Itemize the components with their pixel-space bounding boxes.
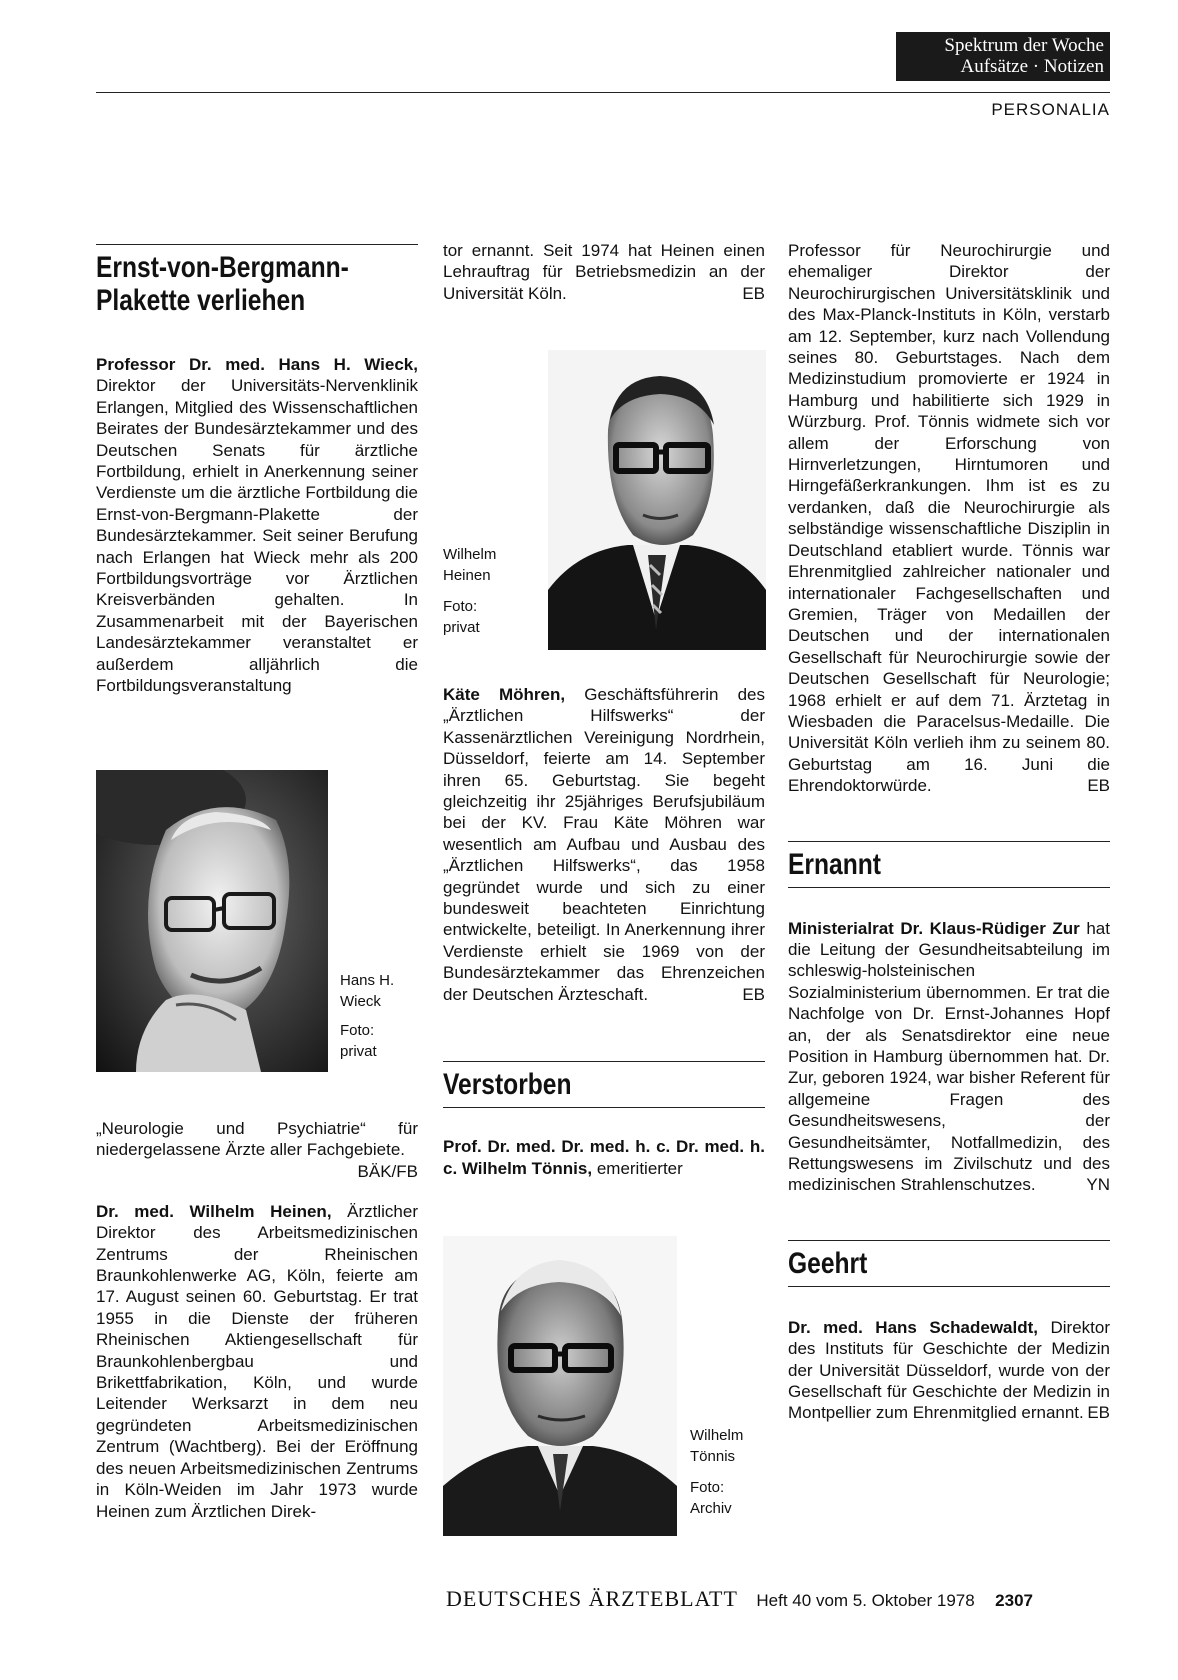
- article-body: Geschäftsführerin des „Ärztlichen Hilfswerks“ der Kassenärztlichen Vereinigung Nordrhein, Düsseldorf, feierte am 14. September ihren 65. Geburtstag. Sie begeht gleichzeitig ihr 25jähriges Berufsjubiläum bei der KV. Frau Käte Möhren war wesentlich am Aufbau und Ausbau des „Ärztlichen Hilfswerks“, das 1958 gegründet wurde und sich zu einer bundesweit beachteten Einrichtung entwickelte, beteiligt. In Anerkennung ihrer Verdienste erhielt sie 1969 von der Bundesärztekammer das Ehrenzeichen der Deutschen Ärzteschaft.: [443, 685, 765, 1004]
- caption-name: Hans H. Wieck: [340, 972, 395, 1010]
- headline-underline: [788, 1286, 1110, 1287]
- portrait-photo: [548, 350, 766, 650]
- caption-credit: Foto: privat: [443, 598, 480, 636]
- headline-verstorben: Verstorben: [443, 1068, 572, 1102]
- portrait-photo: [96, 770, 328, 1072]
- article-signature: EB: [742, 984, 765, 1004]
- section-label: PERSONALIA: [991, 100, 1110, 119]
- headline-line: Plakette verliehen: [96, 284, 306, 317]
- column-3: [788, 240, 1110, 1424]
- headline-rule: [788, 841, 1110, 842]
- article-bergmann-cont: [96, 1118, 418, 1181]
- footer-journal: DEUTSCHES ÄRZTEBLATT: [446, 1586, 738, 1611]
- headline-geehrt: Geehrt: [788, 1246, 868, 1280]
- article-body: emeritierter: [596, 1158, 683, 1178]
- article-signature: BÄK/FB: [357, 1161, 418, 1181]
- article-lead: Dr. med. Wilhelm Heinen,: [96, 1201, 332, 1221]
- headline-rule: [96, 244, 418, 245]
- article-body: Ärztlicher Direktor des Arbeitsmedizinischen Zentrums der Rheinischen Braunkohlenwerke AG, Köln, feierte am 17. August seinen 60. Geburtstag. Er trat 1955 in die Dienste der früheren Rheinischen Aktiengesellschaft für Braunkohlenbergbau und Brikettfabrikation, Köln, und wurde Leitender Werksarzt in dem neu gegründeten Arbeitsmedizinischen Zentrum (Wachtberg). Bei der Eröffnung des neuen Arbeitsmedizinischen Zentrums in Köln-Weiden im Jahr 1973 wurde Heinen zum Ärztlichen Direk-: [96, 1201, 418, 1521]
- article-lead: Ministerialrat Dr. Klaus-Rüdiger Zur: [788, 918, 1080, 938]
- photo-heinen: [548, 350, 766, 650]
- article-signature: EB: [1087, 1403, 1110, 1423]
- caption-heinen: [443, 544, 513, 638]
- caption-name: Wilhelm Tönnis: [690, 1427, 744, 1465]
- article-body: „Neurologie und Psychiatrie“ für niedergelassene Ärzte aller Fachgebiete.: [96, 1119, 418, 1160]
- footer-issue: Heft 40 vom 5. Oktober 1978: [756, 1591, 975, 1610]
- article-bergmann: [96, 354, 418, 697]
- photo-toennis: [443, 1236, 677, 1536]
- article-signature: EB: [1087, 776, 1110, 796]
- caption-name: Wilhelm Heinen: [443, 546, 497, 584]
- column-1-cont: [96, 1118, 418, 1522]
- column-2-cont: [443, 684, 765, 1179]
- article-signature: YN: [1086, 1175, 1110, 1195]
- article-geehrt: [788, 1317, 1110, 1424]
- photo-wieck: [96, 770, 328, 1072]
- headline-underline: [443, 1107, 765, 1108]
- article-lead: Prof. Dr. med. Dr. med. h. c. Dr. med. h. c. Wilhelm Tönnis,: [443, 1137, 765, 1178]
- badge-line-2: Aufsätze · Notizen: [960, 56, 1104, 77]
- section-badge: [896, 32, 1110, 81]
- headline-line: Ernst-von-Bergmann-: [96, 251, 349, 284]
- article-heinen: [96, 1201, 418, 1522]
- headline-rule: [788, 1240, 1110, 1241]
- caption-wieck: [340, 970, 410, 1062]
- badge-line-1: Spektrum der Woche: [944, 35, 1104, 56]
- headline-bergmann: [96, 251, 360, 317]
- header-rule: [96, 92, 1110, 93]
- article-body: Direktor des Instituts für Geschichte der Medizin der Universität Düsseldorf, wurde von der Gesellschaft für Geschichte der Medizin in Montpellier zum Ehrenmitglied ernannt.: [788, 1317, 1110, 1423]
- article-lead: Käte Möhren,: [443, 685, 566, 704]
- caption-toennis: [690, 1425, 760, 1519]
- footer-page-number: 2307: [995, 1591, 1033, 1610]
- article-ernannt: [788, 918, 1110, 1196]
- article-body: tor ernannt. Seit 1974 hat Heinen einen Lehrauftrag für Betriebsmedizin an der Universität Köln.: [443, 241, 765, 303]
- article-verstorben-cont: [788, 240, 1110, 797]
- article-body: Professor für Neurochirurgie und ehemaliger Direktor der Neurochirurgischen Universitätsklinik und des Max-Planck-Instituts in Köln, verstarb am 12. September, kurz nach Vollendung seines 80. Geburtstages. Nach dem Medizinstudium promovierte er 1924 in Hamburg und habilitierte sich 1929 in Würzburg. Prof. Tönnis widmete sich vor allem der Erforschung von Hirnverletzungen, Hirntumoren und Hirngefäßerkrankungen. Ihm ist es zu verdanken, daß die Neurochirurgie als selbständige wissenschaftliche Disziplin in Deutschland etabliert wurde. Tönnis war Ehrenmitglied zahlreicher nationaler und internationaler Fachgesellschaften und Gremien, Träger von Medaillen der Deutschen und der internationalen Gesellschaft für Neurochirurgie sowie der Deutschen Gesellschaft für Neurologie; 1968 erhielt er auf dem 71. Ärztetag in Wiesbaden die Paracelsus-Medaille. Die Universität Köln verlieh ihm zu seinem 80. Geburtstag am 16. Juni die Ehrendoktorwürde.: [788, 241, 1110, 796]
- page-footer: [446, 1586, 1033, 1612]
- article-heinen-cont: [443, 240, 765, 304]
- article-lead: Dr. med. Hans Schadewaldt,: [788, 1317, 1038, 1337]
- caption-credit: Foto: privat: [340, 1022, 377, 1060]
- column-2: [443, 240, 765, 304]
- article-lead: Professor Dr. med. Hans H. Wieck,: [96, 355, 418, 374]
- article-verstorben: [443, 1136, 765, 1179]
- column-1: [96, 244, 418, 697]
- headline-ernannt: Ernannt: [788, 847, 881, 881]
- headline-underline: [788, 887, 1110, 888]
- article-signature: EB: [742, 283, 765, 303]
- article-moehren: [443, 684, 765, 1005]
- article-body: Direktor der Universitäts-Nervenklinik Erlangen, Mitglied des Wissenschaftlichen Beirates der Bundesärztekammer und des Deutschen Senats für ärztliche Fortbildung, erhielt in Anerkennung seiner Verdienste um die ärztliche Fortbildung die Ernst-von-Bergmann-Plakette der Bundesärztekammer. Seit seiner Berufung nach Erlangen hat Wieck mehr als 200 Fortbildungsvorträge vor Ärztlichen Kreisverbänden gehalten. In Zusammenarbeit mit der Bayerischen Landesärztekammer veranstaltet er außerdem alljährlich die Fortbildungsveranstaltung: [96, 376, 418, 696]
- portrait-photo: [443, 1236, 677, 1536]
- headline-rule: [443, 1061, 765, 1062]
- caption-credit: Foto: Archiv: [690, 1479, 732, 1517]
- article-body: hat die Leitung der Gesundheitsabteilung im schleswig-holsteinischen Sozialministerium übernommen. Er trat die Nachfolge von Dr. Ernst-Johannes Hopf an, der als Senatsdirektor eine neue Position in Hamburg übernommen hat. Dr. Zur, geboren 1924, war bisher Referent für allgemeine Fragen des Gesundheitswesens, der Gesundheitsämter, Notfallmedizin, des Rettungswesens im Zivilschutz und des medizinischen Strahlenschutzes.: [788, 918, 1110, 1195]
